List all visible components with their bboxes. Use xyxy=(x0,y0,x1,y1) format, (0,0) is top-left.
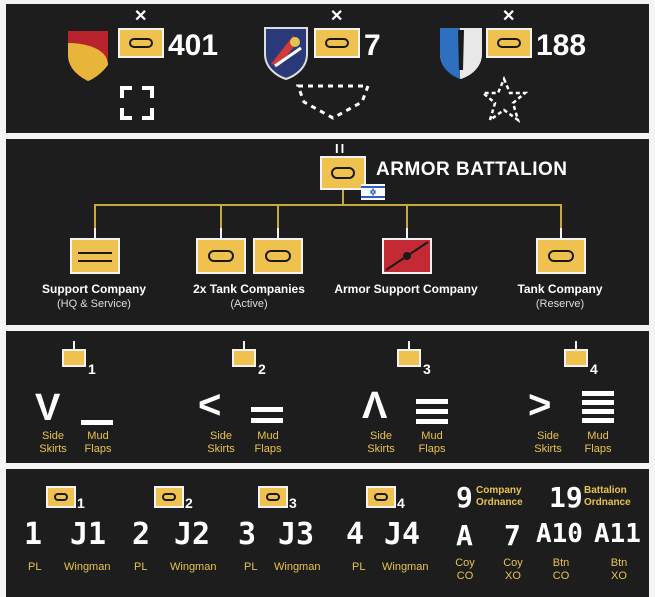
brigade-188-emblem-icon xyxy=(438,26,484,80)
tank-company-reserve-sub: (Reserve) xyxy=(535,298,585,310)
brigade-188-number: 188 xyxy=(536,29,587,62)
company-1-mud-label: Mud Flaps xyxy=(84,430,112,455)
tree-branch-line xyxy=(94,204,562,206)
tree-drop-armor-support xyxy=(406,204,408,228)
brigade-7-x-mark: ✕ xyxy=(330,8,344,25)
platoon-2-number: 2 xyxy=(185,495,193,511)
company-4-symbol xyxy=(564,349,588,367)
tree-drop-support xyxy=(94,204,96,228)
support-company-sub: (HQ & Service) xyxy=(57,298,131,310)
battalion-panel xyxy=(6,139,649,325)
platoon-3-wing-label: Wingman xyxy=(274,561,321,573)
company-3-symbol xyxy=(397,349,421,367)
brigade-7-number: 7 xyxy=(364,29,381,62)
platoon-3-wing-mark: J3 xyxy=(278,517,315,552)
platoon-2-wing-mark: J2 xyxy=(174,517,211,552)
support-company-symbol xyxy=(70,238,120,274)
company-markings-panel xyxy=(6,331,649,463)
platoon-4-dots xyxy=(371,477,389,482)
platoon-1-pl-label: PL xyxy=(28,561,42,573)
company-3-mud-bars xyxy=(416,391,448,431)
company-4-mud-bars xyxy=(582,387,614,431)
platoon-3-pl-mark: 3 xyxy=(238,517,257,552)
company-2-side-glyph: < xyxy=(198,383,222,427)
btn-co-label: Btn CO xyxy=(552,557,570,582)
coy-co-label: Coy CO xyxy=(455,557,475,582)
btn-co-mark: A10 xyxy=(536,519,583,549)
tree-drop-tank-a xyxy=(220,204,222,228)
company-4-mud-label: Mud Flaps xyxy=(584,430,612,455)
tank-company-reserve-symbol xyxy=(536,238,586,274)
company-3-side-glyph: Λ xyxy=(362,385,388,427)
btn-xo-mark: A11 xyxy=(594,519,641,549)
company-3-mud-label: Mud Flaps xyxy=(418,430,446,455)
platoon-1-pl-mark: 1 xyxy=(24,517,43,552)
platoon-2-wing-label: Wingman xyxy=(170,561,217,573)
tree-trunk-line xyxy=(342,190,344,204)
battalion-title: ARMOR BATTALION xyxy=(376,159,568,180)
platoon-3-symbol xyxy=(258,486,288,508)
brigade-401-armor-symbol xyxy=(118,28,164,58)
tank-companies-sub: (Active) xyxy=(230,298,268,310)
support-company-name: Support Company xyxy=(42,282,146,296)
platoon-2-pl-mark: 2 xyxy=(132,517,151,552)
brigade-7-patch-outline-icon xyxy=(294,80,372,122)
company-1-side-glyph: V xyxy=(35,387,61,429)
company-4-side-label: Side Skirts xyxy=(534,430,562,455)
company-1-number: 1 xyxy=(88,361,96,377)
brigade-401-x-mark: ✕ xyxy=(134,8,148,25)
tank-company-b-symbol xyxy=(253,238,303,274)
brigade-7-armor-symbol xyxy=(314,28,360,58)
platoon-1-wing-label: Wingman xyxy=(64,561,111,573)
tree-drop-tank-b xyxy=(277,204,279,228)
platoon-1-dots xyxy=(51,477,69,482)
company-ordnance-label: Company Ordnance xyxy=(476,485,523,508)
coy-xo-label: Coy XO xyxy=(503,557,523,582)
platoon-4-wing-label: Wingman xyxy=(382,561,429,573)
battalion-armor-symbol xyxy=(320,156,366,190)
platoon-4-pl-label: PL xyxy=(352,561,366,573)
brigade-401-patch-outline-icon xyxy=(120,86,154,120)
tank-companies-name: 2x Tank Companies xyxy=(193,282,305,296)
company-2-number: 2 xyxy=(258,361,266,377)
platoon-2-dots xyxy=(159,477,177,482)
company-2-side-label: Side Skirts xyxy=(207,430,235,455)
company-2-mud-label: Mud Flaps xyxy=(254,430,282,455)
battalion-ordnance-number: 19 xyxy=(549,481,583,514)
platoon-3-number: 3 xyxy=(289,495,297,511)
platoon-1-wing-mark: J1 xyxy=(70,517,107,552)
armor-support-company-tick xyxy=(406,228,408,238)
company-1-tick xyxy=(73,341,75,349)
brigades-panel xyxy=(6,4,649,133)
support-company-tick xyxy=(94,228,96,238)
battalion-echelon: II xyxy=(335,141,347,156)
btn-xo-label: Btn XO xyxy=(610,557,628,582)
platoon-4-pl-mark: 4 xyxy=(346,517,365,552)
company-2-tick xyxy=(243,341,245,349)
company-4-side-glyph: > xyxy=(528,383,552,427)
coy-xo-mark: 7 xyxy=(504,519,521,552)
company-3-number: 3 xyxy=(423,361,431,377)
brigade-188-armor-symbol xyxy=(486,28,532,58)
coy-co-mark: A xyxy=(456,519,473,552)
platoon-1-number: 1 xyxy=(77,495,85,511)
brigade-401-number: 401 xyxy=(168,29,219,62)
platoon-2-symbol xyxy=(154,486,184,508)
platoon-markings-panel xyxy=(6,469,649,597)
company-4-tick xyxy=(575,341,577,349)
platoon-4-wing-mark: J4 xyxy=(384,517,421,552)
company-1-mud-bars xyxy=(81,391,113,431)
company-3-tick xyxy=(408,341,410,349)
company-4-number: 4 xyxy=(590,361,598,377)
brigade-188-patch-star-icon xyxy=(480,76,528,124)
company-3-side-label: Side Skirts xyxy=(367,430,395,455)
platoon-2-pl-label: PL xyxy=(134,561,148,573)
company-1-symbol xyxy=(62,349,86,367)
brigade-188-x-mark: ✕ xyxy=(502,8,516,25)
tree-drop-tank-reserve xyxy=(560,204,562,228)
israel-flag-icon xyxy=(361,184,385,200)
tank-company-reserve-name: Tank Company xyxy=(517,282,603,296)
brigade-7-emblem-icon xyxy=(263,26,309,80)
platoon-3-pl-label: PL xyxy=(244,561,258,573)
platoon-4-symbol xyxy=(366,486,396,508)
company-2-mud-bars xyxy=(251,391,283,431)
tank-company-a-tick xyxy=(220,228,222,238)
tank-company-b-tick xyxy=(277,228,279,238)
armor-support-company-name: Armor Support Company xyxy=(334,282,478,296)
company-ordnance-number: 9 xyxy=(456,481,473,514)
platoon-3-dots xyxy=(263,477,281,482)
battalion-ordnance-label: Battalion Ordnance xyxy=(584,485,631,508)
company-2-symbol xyxy=(232,349,256,367)
company-1-side-label: Side Skirts xyxy=(39,430,67,455)
brigade-401-emblem-icon xyxy=(66,29,110,83)
tank-company-a-symbol xyxy=(196,238,246,274)
armor-support-company-symbol xyxy=(382,238,432,274)
platoon-4-number: 4 xyxy=(397,495,405,511)
platoon-1-symbol xyxy=(46,486,76,508)
tank-company-reserve-tick xyxy=(560,228,562,238)
